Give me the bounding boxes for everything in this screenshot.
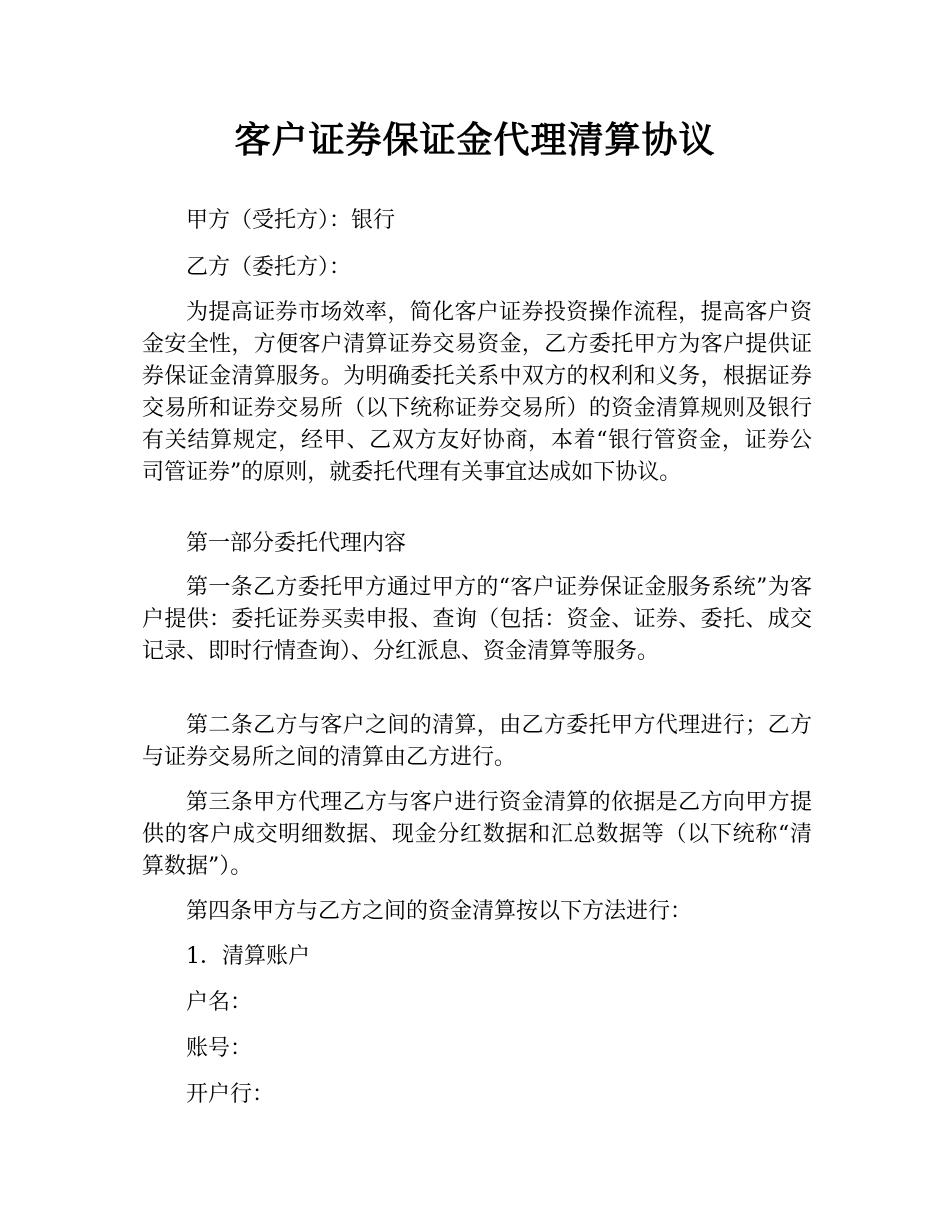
article-2-paragraph: 第二条乙方与客户之间的清算，由乙方委托甲方代理进行；乙方与证券交易所之间的清算由乙方进行。 [142,713,812,770]
party-a-line: 甲方（受托方）：银行 [186,208,396,233]
article-3-paragraph: 第三条甲方代理乙方与客户进行资金清算的依据是乙方向甲方提供的客户成交明细数据、现金分红数据和汇总数据等（以下统称“清算数据”）。 [142,790,812,879]
article-4-paragraph: 第四条甲方与乙方之间的资金清算按以下方法进行： [186,899,693,924]
part-one-heading: 第一部分委托代理内容 [186,531,407,556]
bank-field: 开户行： [186,1082,275,1107]
document-title: 客户证券保证金代理清算协议 [234,120,716,161]
item-1-heading: 1．清算账户 [186,944,310,969]
account-name-field: 户名： [186,990,253,1015]
party-b-line: 乙方（委托方）： [186,255,352,280]
article-1-paragraph: 第一条乙方委托甲方通过甲方的“客户证券保证金服务系统”为客户提供：委托证券买卖申报、查询（包括：资金、证券、委托、成交记录、即时行情查询）、分红派息、资金清算等服务。 [142,575,812,664]
preamble-paragraph: 为提高证券市场效率，简化客户证券投资操作流程，提高客户资金安全性，方便客户清算证券交易资金，乙方委托甲方为客户提供证券保证金清算服务。为明确委托关系中双方的权利和义务，根据证券交易所和证券交易所（以下统称证券交易所）的资金清算规则及银行有关结算规定，经甲、乙双方友好协商，本着“银行管资金，证券公司管证券”的原则，就委托代理有关事宜达成如下协议。 [142,300,812,485]
account-number-field: 账号： [186,1036,253,1061]
